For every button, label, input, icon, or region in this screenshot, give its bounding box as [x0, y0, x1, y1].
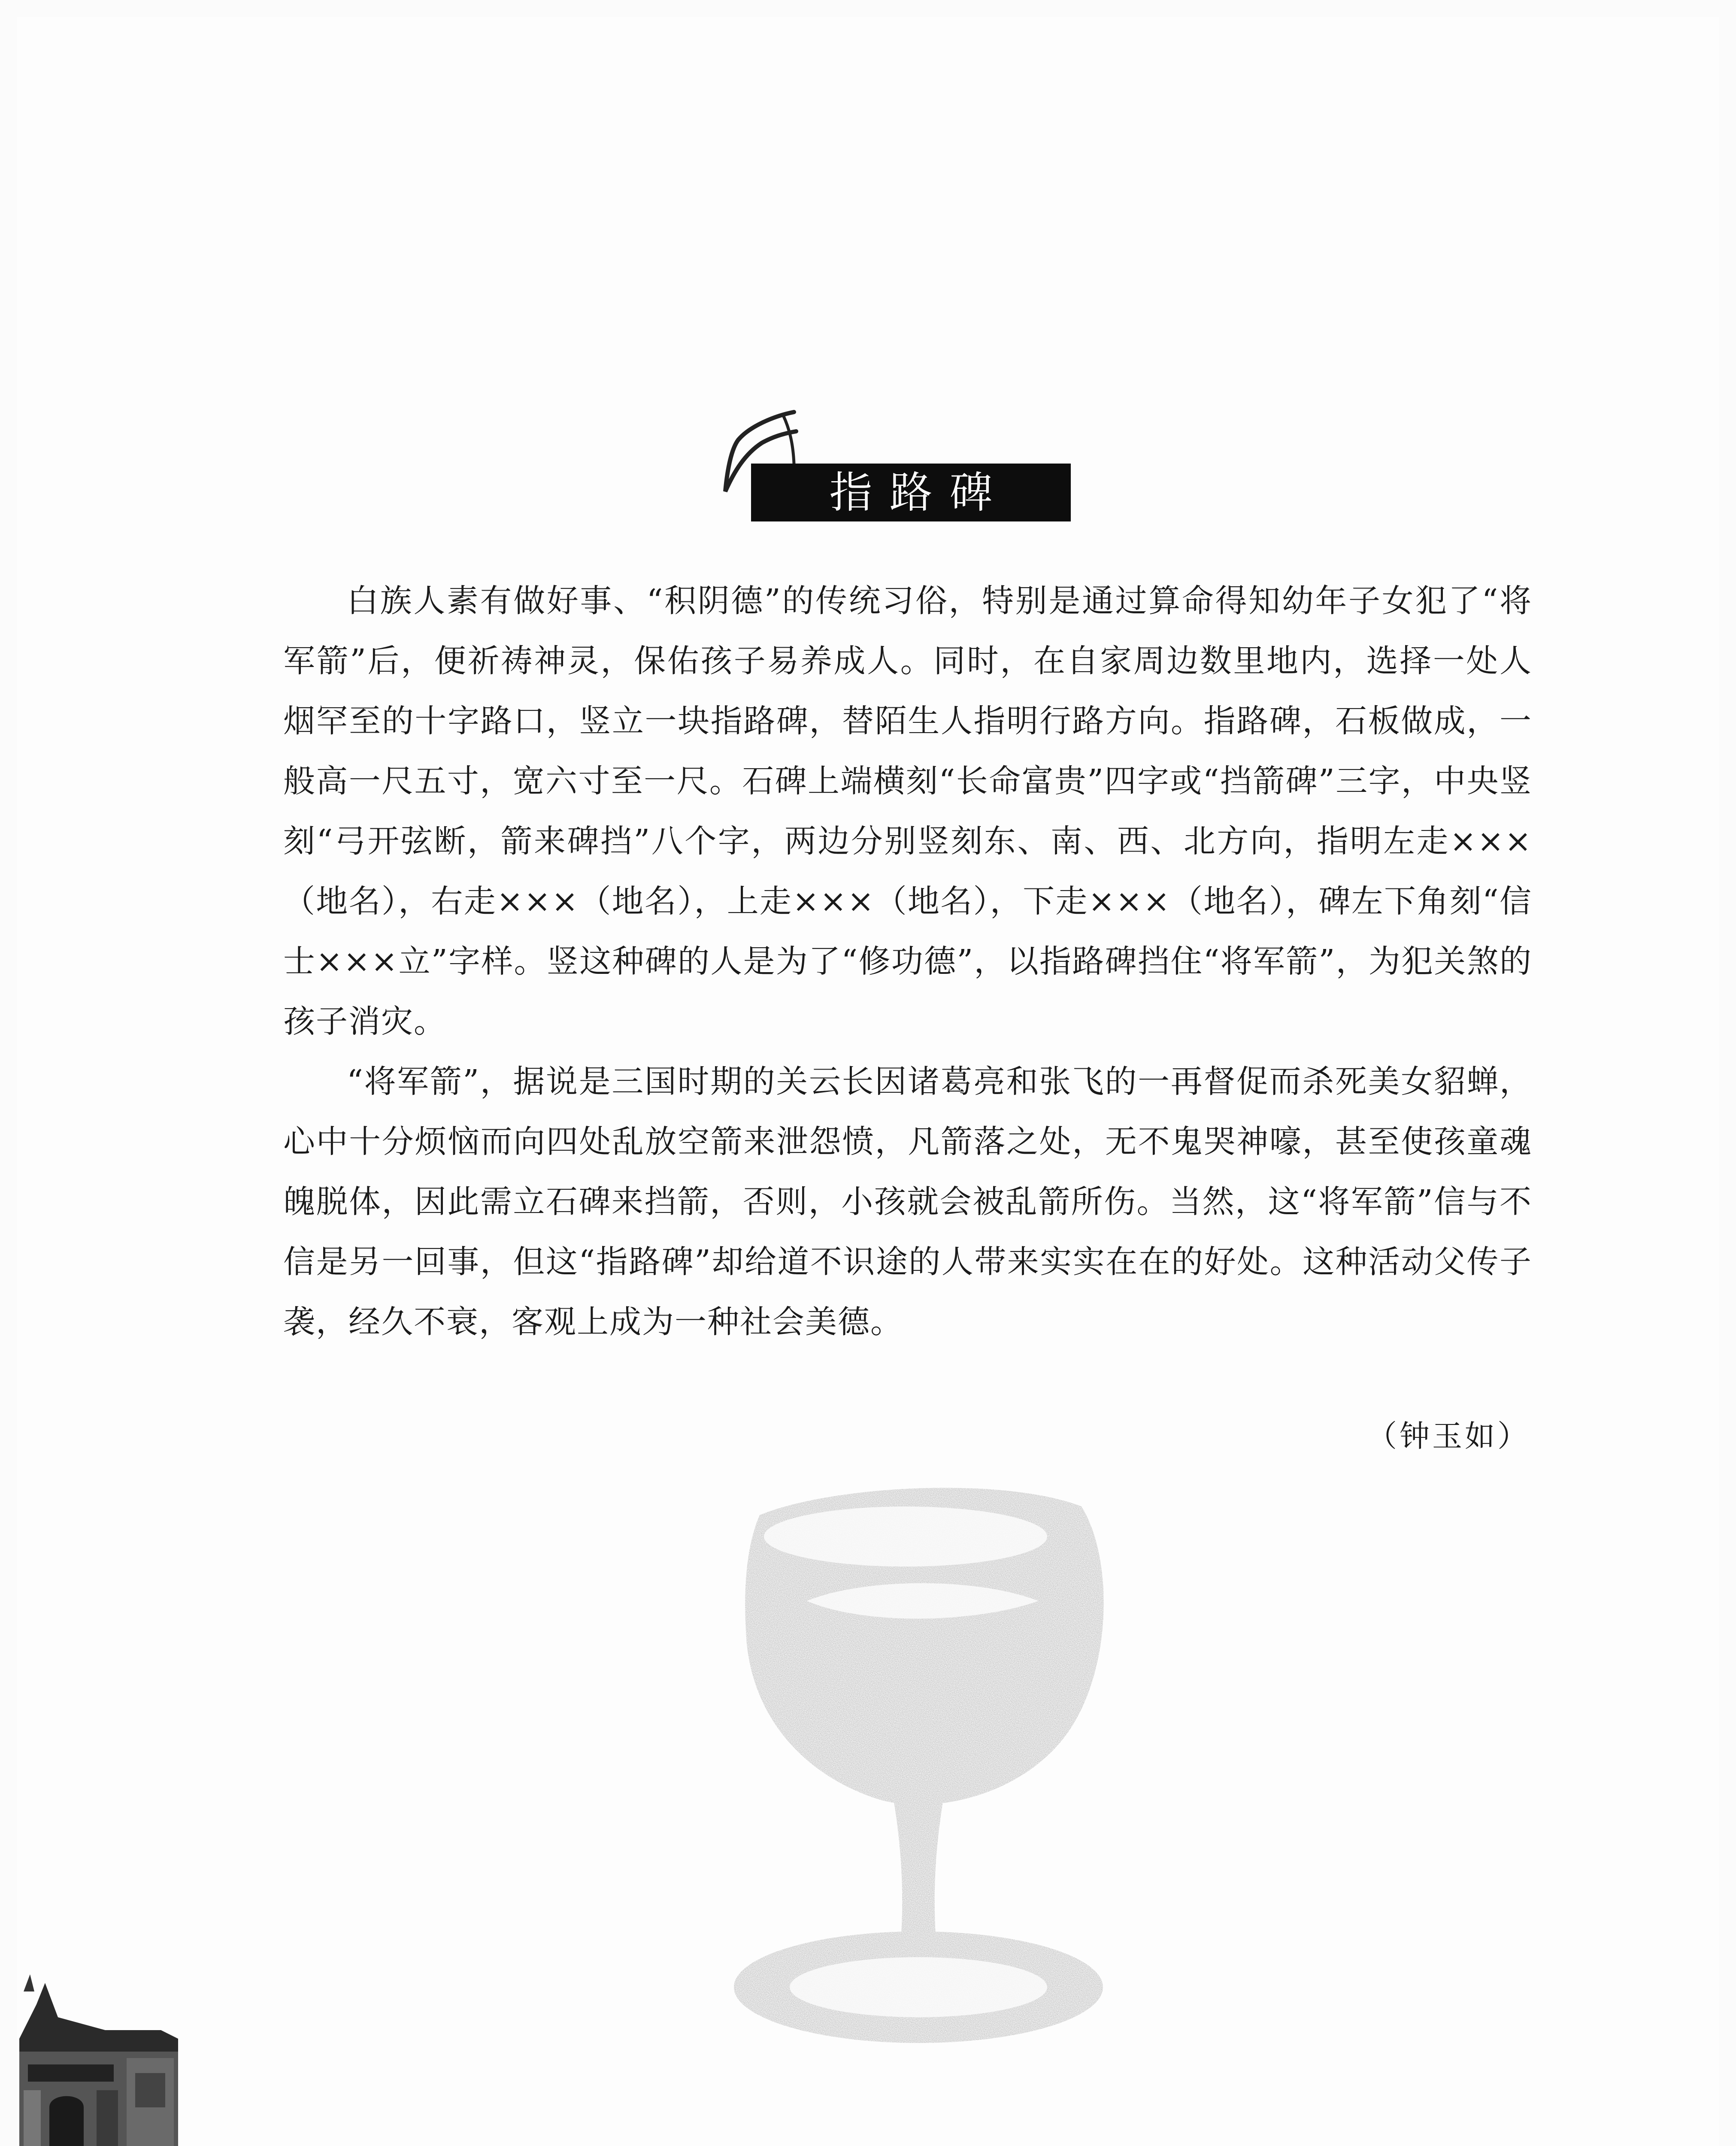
- section-title: 指路碑: [751, 464, 1071, 521]
- temple-photo: [19, 1966, 178, 2146]
- paragraph: 白族人素有做好事、“积阴德”的传统习俗，特别是通过算命得知幼年子女犯了“将军箭”后，便祈祷神灵，保佑孩子易养成人。同时，在自家周边数里地内，选择一处人烟罕至的十字路口，竖立一块指路碑，替陌生人指明行路方向。指路碑，石板做成，一般高一尺五寸，宽六寸至一尺。石碑上端横刻“长命富贵”四字或“挡箭碑”三字，中央竖刻“弓开弦断，箭来碑挡”八个字，两边分别竖刻东、南、西、北方向，指明左走×××（地名），右走×××（地名），上走×××（地名），下走×××（地名），碑左下角刻“信士×××立”字样。竖这种碑的人是为了“修功德”，以指路碑挡住“将军箭”，为犯关煞的孩子消灾。: [283, 582, 1532, 1040]
- wine-glass-illustration: [704, 1459, 1133, 2069]
- paragraph: “将军箭”，据说是三国时期的关云长因诸葛亮和张飞的一再督促而杀死美女貂蝉，心中十分烦恼而向四处乱放空箭来泄怨愤，凡箭落之处，无不鬼哭神嚎，甚至使孩童魂魄脱体，因此需立石碑来挡箭，否则，小孩就会被乱箭所伤。当然，这“将军箭”信与不信是另一回事，但这“指路碑”却给道不识途的人带来实实在在的好处。这种活动父传子袭，经久不衰，客观上成为一种社会美德。: [283, 1063, 1532, 1340]
- author-credit: （钟玉如）: [1367, 1419, 1530, 1454]
- article-body: [283, 571, 1532, 1352]
- section-header: [708, 403, 1077, 528]
